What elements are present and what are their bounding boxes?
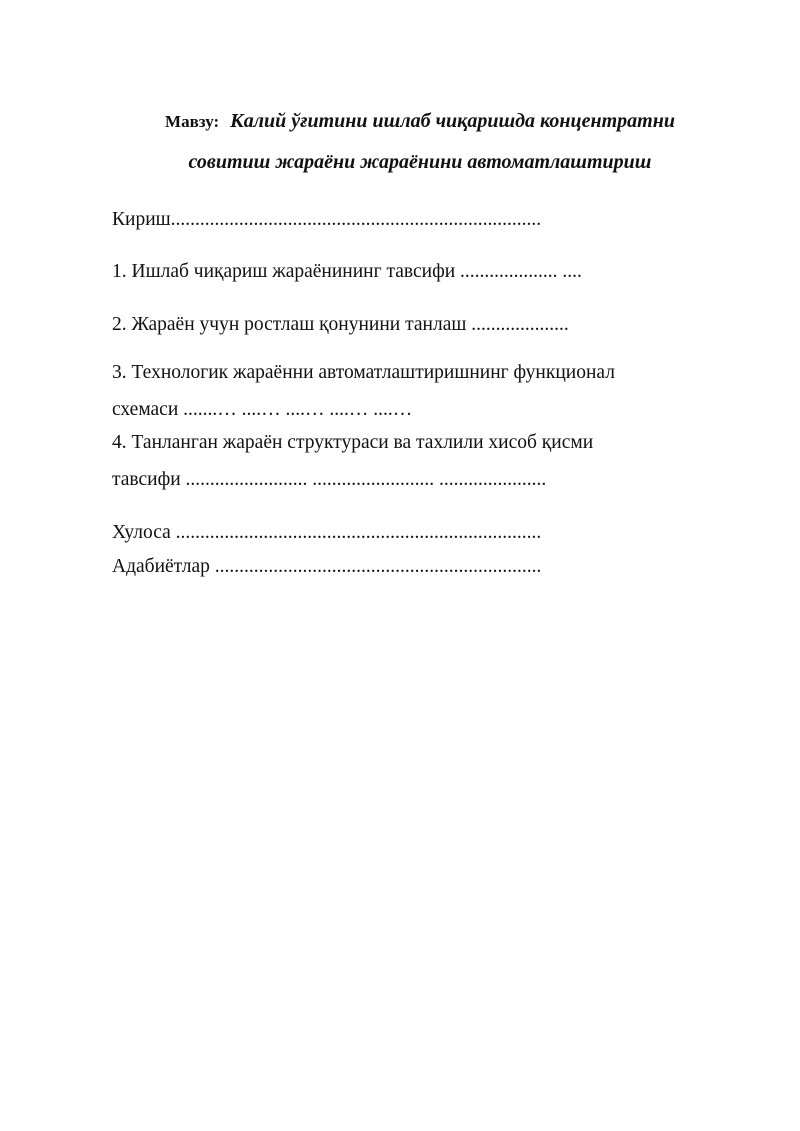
toc-item-2: 2. Жараён учун ростлаш қонунини танлаш .................... bbox=[112, 314, 569, 335]
toc-item-4-line-2: тавсифи ......................... ......................... ...................... bbox=[112, 469, 547, 490]
toc-item-3-line-1: 3. Технологик жараённи автоматлаштиришнинг функционал bbox=[112, 362, 615, 383]
toc-item-3-line-2: схемаси .......… ....… ....… ....… ....… bbox=[112, 399, 413, 420]
title-text-line-2: совитиш жараёни жараёнини автоматлаштириш bbox=[188, 151, 652, 173]
document-title bbox=[100, 101, 740, 182]
toc-conclusion: Хулоса ........................................................................... bbox=[112, 522, 542, 543]
toc-references: Адабиётлар ................................................................... bbox=[112, 556, 542, 577]
title-label: Мавзу: bbox=[165, 112, 220, 131]
toc-item-1: 1. Ишлаб чиқариш жараёнининг тавсифи .................... .... bbox=[112, 261, 582, 282]
title-text-line-1: Калий ўғитини ишлаб чиқаришда концентратни bbox=[230, 110, 675, 132]
title-line-1 bbox=[100, 101, 740, 142]
toc-intro: Кириш............................................................................ bbox=[112, 209, 542, 230]
title-line-2 bbox=[100, 142, 740, 182]
toc-item-4-line-1: 4. Танланган жараён структураси ва тахлили хисоб қисми bbox=[112, 432, 594, 453]
